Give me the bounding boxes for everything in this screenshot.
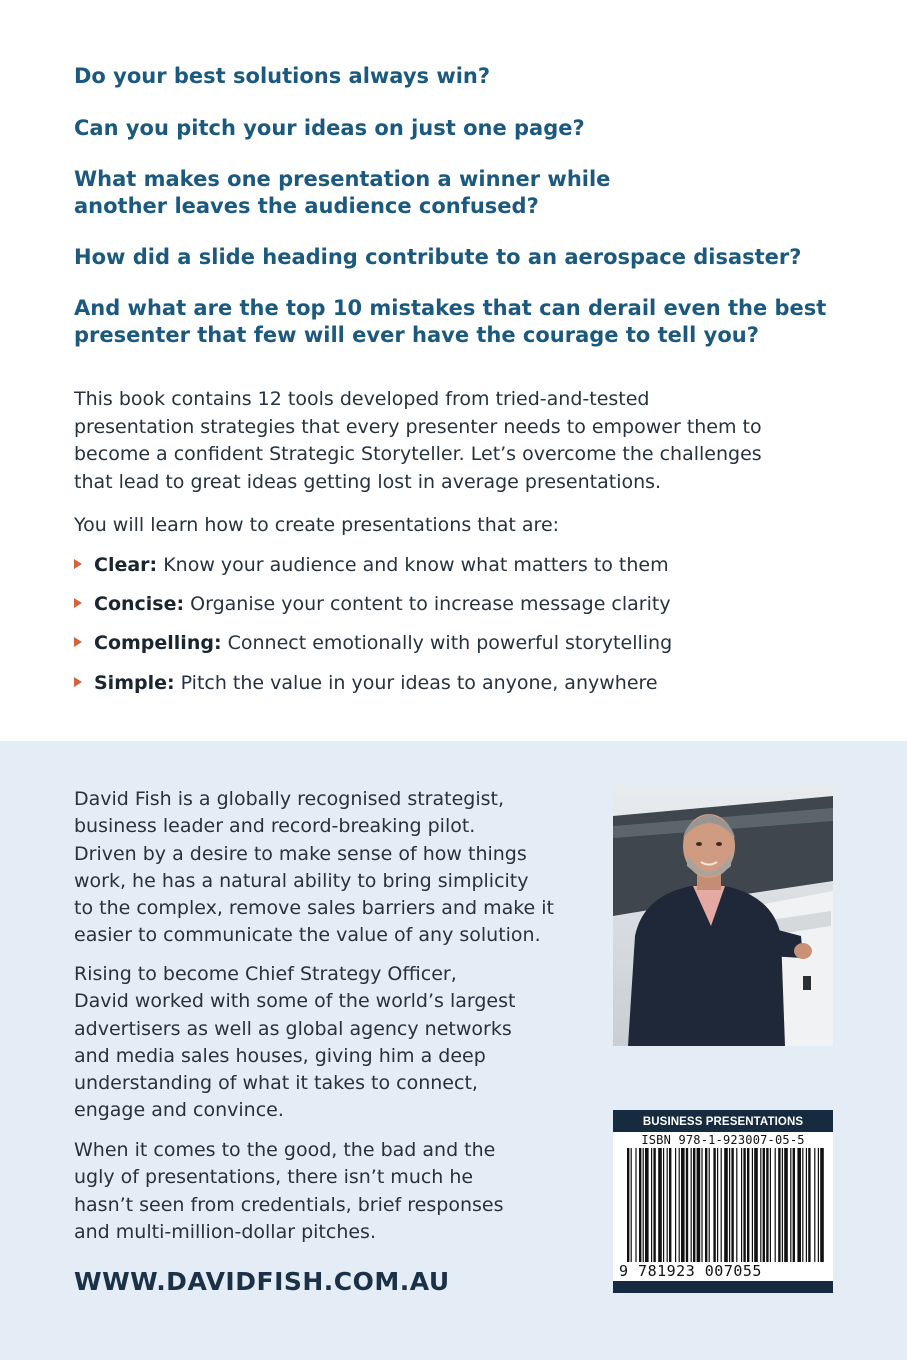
barcode-bars	[613, 1148, 833, 1266]
barcode-bar	[705, 1148, 707, 1266]
barcode-bar	[763, 1148, 765, 1266]
barcode-bar	[643, 1148, 644, 1266]
barcode-bar	[701, 1148, 702, 1266]
barcode-bar	[797, 1148, 801, 1266]
barcode-bar	[747, 1148, 749, 1266]
barcode-bar	[818, 1148, 819, 1266]
barcode-category: BUSINESS PRESENTATIONS	[613, 1110, 833, 1132]
question-1: Do your best solutions always win?	[74, 64, 491, 88]
barcode-bar	[766, 1148, 768, 1266]
question-5: And what are the top 10 mistakes that can derail even the best presenter that few will ever have the courage to tell you?	[74, 296, 827, 347]
barcode-bar	[790, 1148, 791, 1266]
barcode-bar	[778, 1148, 780, 1266]
barcode-bar	[675, 1148, 676, 1266]
author-photo-illustration	[613, 786, 833, 1046]
learn-lead: You will learn how to create presentations that are:	[74, 514, 560, 536]
barcode-bar	[653, 1148, 655, 1266]
barcode-bar	[686, 1148, 688, 1266]
bullet-simple: Simple: Pitch the value in your ideas to anyone, anywhere	[74, 670, 658, 697]
bullet-compelling: Compelling: Connect emotionally with powerful storytelling	[74, 630, 672, 657]
barcode-bar	[760, 1148, 761, 1266]
triangle-bullet-icon	[74, 677, 82, 687]
triangle-bullet-icon	[74, 598, 82, 608]
barcode-bar	[635, 1148, 636, 1266]
barcode-bar	[639, 1148, 641, 1266]
bio-paragraph-1: David Fish is a globally recognised strategist, business leader and record-breaking pilot. Driven by a desire to make sense of how things work, he has a natural ability to bring simplicity to the complex, remove sales barriers and make it easier to communicate the value of any solution.	[74, 788, 555, 947]
barcode-bar	[658, 1148, 662, 1266]
triangle-bullet-icon	[74, 637, 82, 647]
intro-paragraph: This book contains 12 tools developed from tried-and-tested presentation strategies that every presenter needs to empower them to become a confident Strategic Storyteller. Let’s overcome the challenges that lead to great ideas getting lost in average presentations.	[74, 388, 762, 493]
question-3: What makes one presentation a winner while another leaves the audience confused?	[74, 167, 611, 218]
barcode-bar	[669, 1148, 671, 1266]
barcode-bar	[709, 1148, 710, 1266]
barcode-bar	[806, 1148, 807, 1266]
barcode-number: 9 781923 007055	[619, 1262, 831, 1280]
barcode-bar	[693, 1148, 695, 1266]
barcode-bar	[627, 1148, 629, 1266]
barcode-bar	[808, 1148, 810, 1266]
barcode-bar	[717, 1148, 718, 1266]
barcode-bar	[679, 1148, 680, 1266]
question-4: How did a slide heading contribute to an aerospace disaster?	[74, 245, 802, 269]
question-2: Can you pitch your ideas on just one page?	[74, 116, 585, 140]
barcode-bar	[681, 1148, 685, 1266]
barcode-bar	[754, 1148, 758, 1266]
barcode-bar	[729, 1148, 730, 1266]
barcode-bar	[697, 1148, 701, 1266]
barcode-bar	[752, 1148, 753, 1266]
barcode-bar	[631, 1148, 632, 1266]
barcode-bar	[736, 1148, 737, 1266]
triangle-bullet-icon	[74, 559, 82, 569]
barcode-bar	[814, 1148, 815, 1266]
barcode-bar	[651, 1148, 652, 1266]
barcode-bar	[820, 1148, 824, 1266]
barcode-bar	[731, 1148, 733, 1266]
bio-paragraph-3: When it comes to the good, the bad and the ugly of presentations, there isn’t much he hasn’t seen from credentials, brief responses and multi-million-dollar pitches.	[74, 1139, 504, 1243]
barcode-bar	[645, 1148, 649, 1266]
barcode-bar	[770, 1148, 771, 1266]
barcode-bar	[691, 1148, 692, 1266]
barcode-bar	[775, 1148, 776, 1266]
barcode-bar	[667, 1148, 668, 1266]
isbn-label: ISBN 978-1-923007-05-5	[641, 1133, 805, 1147]
author-photo	[613, 786, 833, 1046]
barcode-bar	[743, 1148, 745, 1266]
website-link[interactable]: WWW.DAVIDFISH.COM.AU	[74, 1267, 450, 1296]
bullet-clear: Clear: Know your audience and know what matters to them	[74, 552, 669, 579]
barcode-bar	[802, 1148, 803, 1266]
bullet-concise: Concise: Organise your content to increase message clarity	[74, 591, 671, 618]
barcode-bar	[784, 1148, 788, 1266]
barcode-bar	[793, 1148, 795, 1266]
barcode-block	[613, 1110, 833, 1293]
barcode-bar	[741, 1148, 742, 1266]
barcode-bar	[721, 1148, 722, 1266]
barcode-bar	[782, 1148, 783, 1266]
barcode-footer-band	[613, 1281, 833, 1293]
barcode-bar	[663, 1148, 664, 1266]
bio-paragraph-2: Rising to become Chief Strategy Officer, David worked with some of the world’s largest advertisers as well as global agency networks and media sales houses, giving him a deep understanding of what it takes to connect, engage and convince.	[74, 963, 516, 1122]
barcode-bar	[713, 1148, 715, 1266]
barcode-bar	[724, 1148, 728, 1266]
